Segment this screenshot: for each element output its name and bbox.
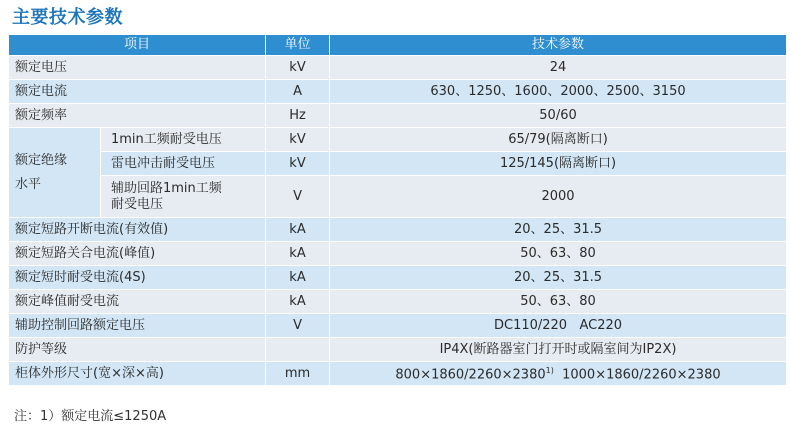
row-unit: kA bbox=[266, 266, 330, 290]
row-name-line1: 辅助回路1min工频 bbox=[111, 180, 222, 196]
row-value: 50、63、80 bbox=[330, 290, 787, 314]
row-name: 柜体外形尺寸(宽×深×高) bbox=[9, 362, 266, 386]
table-row bbox=[9, 362, 787, 386]
table-row bbox=[9, 290, 787, 314]
row-value: DC110/220 AC220 bbox=[330, 314, 787, 338]
insulation-group-label bbox=[9, 128, 101, 218]
row-unit: A bbox=[266, 80, 330, 104]
row-name: 1min工频耐受电压 bbox=[101, 128, 266, 152]
row-value: 50、63、80 bbox=[330, 242, 787, 266]
row-unit: kV bbox=[266, 56, 330, 80]
row-unit: kV bbox=[266, 128, 330, 152]
table-row bbox=[9, 266, 787, 290]
table-row bbox=[9, 242, 787, 266]
dimension-value-b: 1000×1860/2260×2380 bbox=[562, 367, 721, 383]
row-unit: kA bbox=[266, 242, 330, 266]
table-row bbox=[9, 338, 787, 362]
row-unit: Hz bbox=[266, 104, 330, 128]
row-value: 20、25、31.5 bbox=[330, 266, 787, 290]
header-param: 技术参数 bbox=[330, 35, 787, 56]
row-name: 额定峰值耐受电流 bbox=[9, 290, 266, 314]
row-name-line2: 耐受电压 bbox=[111, 196, 164, 212]
row-name: 雷电冲击耐受电压 bbox=[101, 152, 266, 176]
footnote-marker: 1) bbox=[545, 366, 554, 376]
row-name: 额定电流 bbox=[9, 80, 266, 104]
spec-table bbox=[8, 34, 787, 386]
footnote: 注：1）额定电流≤1250A bbox=[14, 409, 167, 424]
table-row bbox=[9, 56, 787, 80]
table-header bbox=[9, 35, 787, 56]
row-name: 额定短路开断电流(有效值) bbox=[9, 218, 266, 242]
row-unit bbox=[266, 338, 330, 362]
row-value: 125/145(隔离断口) bbox=[330, 152, 787, 176]
table-row bbox=[9, 152, 787, 176]
row-unit: V bbox=[266, 176, 330, 218]
table-row bbox=[9, 80, 787, 104]
row-unit: mm bbox=[266, 362, 330, 386]
row-unit: V bbox=[266, 314, 330, 338]
row-name: 额定电压 bbox=[9, 56, 266, 80]
row-unit: kV bbox=[266, 152, 330, 176]
table-row bbox=[9, 128, 787, 152]
row-value: IP4X(断路器室门打开时或隔室间为IP2X) bbox=[330, 338, 787, 362]
table-row bbox=[9, 104, 787, 128]
dimension-value-a: 800×1860/2260×2380 bbox=[395, 367, 546, 383]
row-name bbox=[101, 176, 266, 218]
row-name: 额定短路关合电流(峰值) bbox=[9, 242, 266, 266]
table-row bbox=[9, 218, 787, 242]
header-item: 项目 bbox=[9, 35, 266, 56]
row-value: 50/60 bbox=[330, 104, 787, 128]
row-value: 630、1250、1600、2000、2500、3150 bbox=[330, 80, 787, 104]
insulation-group-line2: 水平 bbox=[15, 176, 42, 192]
row-name: 防护等级 bbox=[9, 338, 266, 362]
row-value bbox=[330, 362, 787, 386]
row-unit: kA bbox=[266, 290, 330, 314]
row-value: 65/79(隔离断口) bbox=[330, 128, 787, 152]
row-unit: kA bbox=[266, 218, 330, 242]
row-value: 24 bbox=[330, 56, 787, 80]
row-value: 20、25、31.5 bbox=[330, 218, 787, 242]
table-row bbox=[9, 176, 787, 218]
row-value: 2000 bbox=[330, 176, 787, 218]
table-row bbox=[9, 314, 787, 338]
insulation-group-line1: 额定绝缘 bbox=[15, 152, 68, 168]
section-title: 主要技术参数 bbox=[12, 7, 123, 28]
header-unit: 单位 bbox=[266, 35, 330, 56]
row-name: 额定短时耐受电流(4S) bbox=[9, 266, 266, 290]
row-name: 额定频率 bbox=[9, 104, 266, 128]
row-name: 辅助控制回路额定电压 bbox=[9, 314, 266, 338]
